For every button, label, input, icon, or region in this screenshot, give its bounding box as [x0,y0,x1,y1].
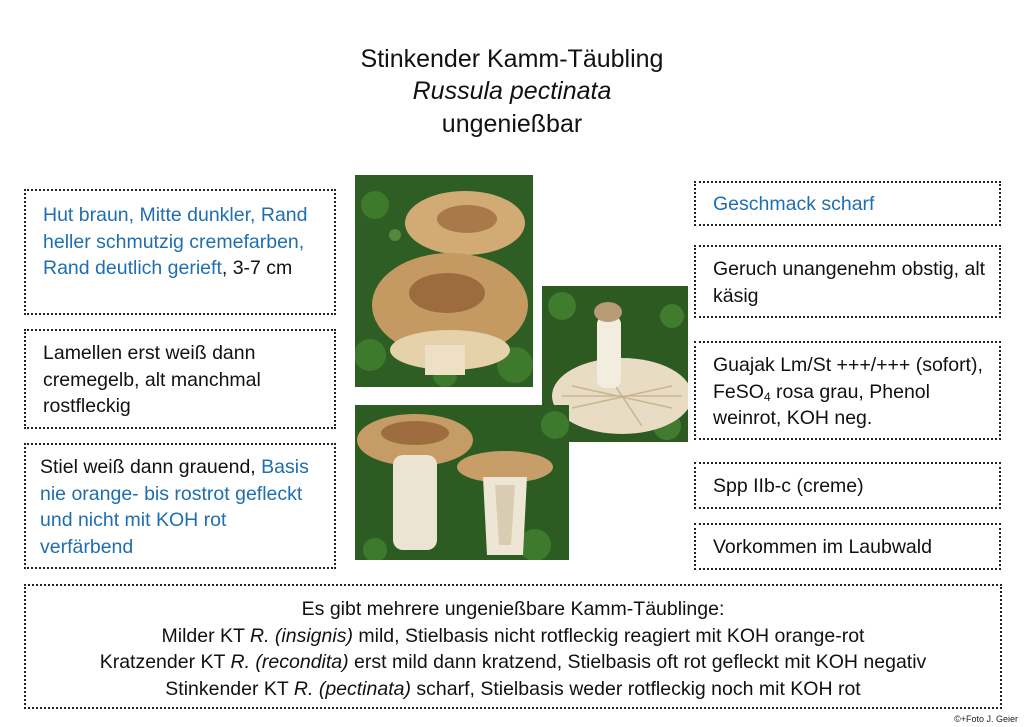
species-notes: erst mild dann kratzend, Stielbasis oft rot gefleckt mit KOH negativ [348,651,927,673]
spore-print-text: Spp IIb-c (creme) [713,475,864,497]
stem-description: Stiel weiß dann grauend, [40,456,256,478]
comparison-line-recondita [36,649,990,676]
taste-text: Geschmack scharf [713,193,875,215]
species-label: Kratzender KT [99,651,231,673]
reactions-text-a: Guajak Lm/St +++/+++ (sofort), FeSO [713,354,983,403]
species-notes: mild, Stielbasis nicht rotfleckig reagiert mit KOH orange-rot [352,624,865,647]
species-latin: R. (recondita) [230,651,349,673]
chemical-reactions-box [694,341,1001,440]
common-name: Stinkender Kamm-Täubling [360,45,664,73]
taste-box [694,181,1001,226]
cap-description-box [24,189,336,315]
edibility: ungenießbar [441,110,583,138]
comparison-line-pectinata [36,676,990,703]
comparison-box [24,584,1002,709]
habitat-text: Vorkommen im Laubwald [713,536,932,558]
photo-credit: ©+Foto J. Geier [954,714,1018,724]
species-latin: R. (insignis) [250,624,353,647]
smell-box [694,245,1001,318]
habitat-box [694,523,1001,570]
stem-base-description: Basis nie orange- bis rostrot gefleckt und nicht mit KOH rot verfärbend [40,456,309,558]
comparison-intro: Es gibt mehrere ungenießbare Kamm-Täublinge: [301,598,725,620]
reactions-subscript: 4 [763,389,771,404]
comparison-line-insignis [36,623,990,650]
reactions-text-b: rosa grau, Phenol weinrot, KOH neg. [713,380,930,429]
species-label: Stinkender KT [165,677,294,700]
smell-text: Geruch unangenehm obstig, alt käsig [713,258,986,307]
gills-description: Lamellen erst weiß dann cremegelb, alt manchmal rostfleckig [43,342,261,417]
stem-description-box [24,443,336,569]
cap-size: , 3-7 cm [221,257,293,279]
species-label: Milder KT [161,624,251,647]
cap-description: Hut braun, Mitte dunkler, Rand heller schmutzig cremefarben, Rand deutlich gerieft [43,204,308,279]
species-latin: R. (pectinata) [293,677,411,700]
photo-caps-top [355,175,533,387]
gills-description-box [24,329,336,429]
spore-print-box [694,462,1001,509]
photo-cut-section [355,405,569,560]
species-notes: scharf, Stielbasis weder rotfleckig noch mit KOH rot [410,677,861,700]
latin-name: Russula pectinata [412,77,612,105]
